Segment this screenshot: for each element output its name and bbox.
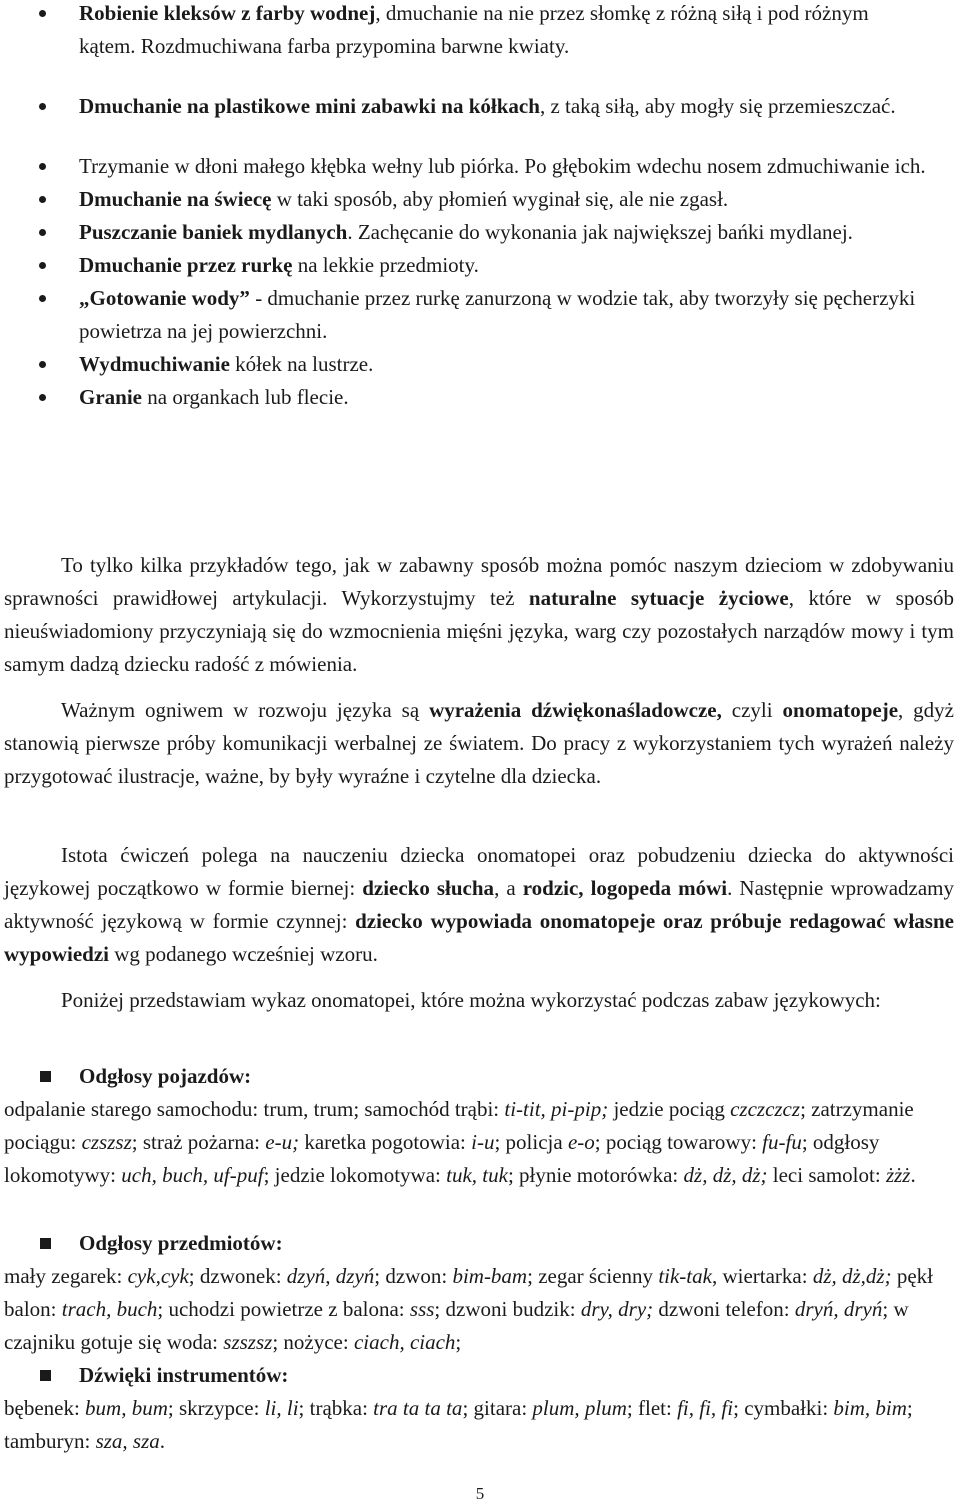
item-bold: Dmuchanie na świecę — [79, 187, 272, 211]
description-text: ; jedzie lokomotywa: — [263, 1163, 447, 1187]
page-number: 5 — [475, 1484, 485, 1503]
onomatopoeia-text: tra ta ta ta — [373, 1396, 463, 1420]
item-bold: Puszczanie baniek mydlanych — [79, 220, 348, 244]
paragraph-onomatopoeia — [4, 694, 954, 793]
description-text: ; policja — [494, 1130, 568, 1154]
onomatopoeia-text: plum, plum — [532, 1396, 627, 1420]
description-text: . — [910, 1163, 916, 1187]
square-bullet-icon — [40, 1238, 51, 1249]
description-text: ; zegar ścienny — [527, 1264, 659, 1288]
onomatopoeia-text: żżż — [885, 1163, 911, 1187]
onomatopoeia-text: bim-bam — [452, 1264, 528, 1288]
bullet-icon — [39, 163, 46, 170]
description-text: pękł balon: — [4, 1264, 933, 1321]
onomatopoeia-text: sss — [409, 1297, 435, 1321]
bullet-icon — [39, 229, 46, 236]
description-text: ; flet: — [626, 1396, 678, 1420]
description-text: ; — [455, 1330, 462, 1354]
description-text: ; uchodzi powietrze z balona: — [157, 1297, 410, 1321]
description-text: pociąg towarowy: — [600, 1130, 763, 1154]
para-bold: onomatopeje — [782, 698, 899, 722]
paragraph-intro-list: Poniżej przedstawiam wykaz onomatopei, które można wykorzystać podczas zabaw językowych: — [61, 988, 881, 1012]
description-text: odpalanie starego samochodu: trum, trum; samochód trąbi: — [4, 1097, 505, 1121]
item-bold: Robienie kleksów z farby wodnej — [79, 1, 376, 25]
section-heading-label: Odgłosy przedmiotów: — [79, 1231, 283, 1255]
para-text: . Następnie wprowadzamy aktywność językową w formie czynnej: — [4, 876, 955, 933]
list-item — [0, 381, 960, 414]
para-bold: wyrażenia dźwiękonaśladowcze, — [429, 698, 722, 722]
onomatopoeia-text: czczczcz — [730, 1097, 801, 1121]
description-text: ; nożyce: — [272, 1330, 354, 1354]
para-bold: naturalne sytuacje życiowe — [528, 586, 789, 610]
description-text: ; straż pożarna: — [131, 1130, 266, 1154]
square-bullet-icon — [40, 1370, 51, 1381]
item-bold: „Gotowanie wody” — [79, 286, 250, 310]
bullet-icon — [39, 103, 46, 110]
onomatopoeia-text: tik-tak — [658, 1264, 712, 1288]
onomatopoeia-text: czszsz — [81, 1130, 132, 1154]
square-bullet-icon — [40, 1071, 51, 1082]
paragraph-exercises — [4, 839, 954, 971]
bullet-icon — [39, 361, 46, 368]
exercise-list — [0, 0, 960, 414]
description-text: ; gitara: — [462, 1396, 533, 1420]
onomatopoeia-text: cyk,cyk — [127, 1264, 189, 1288]
description-text: mały zegarek: — [4, 1264, 128, 1288]
para-text: , które w sposób nieuświadomiony przyczyniają się do wzmocnienia mięśni języka, warg czy pozostałych narządów mowy i tym samym dadzą dziecku radość z mówienia. — [4, 586, 955, 676]
para-text: czyli — [721, 698, 783, 722]
list-item — [0, 150, 960, 183]
description-text: ; skrzypce: — [167, 1396, 265, 1420]
onomatopoeia-text: szszsz — [223, 1330, 273, 1354]
item-bold: Granie — [79, 385, 142, 409]
list-item — [0, 183, 960, 216]
item-text: , z taką siłą, aby mogły się przemieszczać. — [539, 94, 896, 118]
para-text: , gdyż stanowią pierwsze próby komunikacji werbalnej ze światem. Do pracy z wykorzystaniem tych wyrażeń należy przygotować ilustracje, ważne, by były wyraźne i czytelne dla dziecka. — [4, 698, 955, 788]
onomatopoeia-text: sza, sza — [95, 1429, 160, 1453]
description-text: jedzie pociąg — [608, 1097, 731, 1121]
description-text: leci samolot: — [767, 1163, 886, 1187]
list-item — [0, 216, 960, 249]
onomatopoeia-text: ti-tit, pi-pip; — [504, 1097, 609, 1121]
onomatopoeia-text: li, li — [264, 1396, 299, 1420]
onomatopoeia-text: dry, dry; — [580, 1297, 654, 1321]
para-text: Istota ćwiczeń polega na nauczeniu dziecka onomatopei oraz pobudzeniu dziecka do aktywności językowej początkowo w formie biernej: — [4, 843, 954, 900]
para-text: , a — [494, 876, 523, 900]
onomatopoeia-text: dż, dż,dż; — [812, 1264, 892, 1288]
description-text: bębenek: — [4, 1396, 86, 1420]
description-text: ; odgłosy lokomotywy: — [4, 1130, 880, 1187]
item-bold: Dmuchanie przez rurkę — [79, 253, 293, 277]
item-text: Trzymanie w dłoni małego kłębka wełny lub piórka. Po głębokim wdechu nosem zdmuchiwanie ich. — [79, 154, 926, 178]
para-bold: dziecko słucha — [362, 876, 495, 900]
para-bold: dziecko wypowiada onomatopeje oraz próbuje redagować własne wypowiedzi — [4, 909, 954, 966]
list-item — [0, 249, 960, 282]
paragraph-articulation — [4, 549, 954, 681]
onomatopoeia-text: dż, dż, dż; — [683, 1163, 768, 1187]
item-bold: Dmuchanie na plastikowe mini zabawki na kółkach — [79, 94, 540, 118]
section-body-vehicles — [4, 1093, 954, 1192]
section-body-objects — [4, 1260, 954, 1359]
description-text: ; w czajniku gotuje się woda: — [4, 1297, 909, 1354]
item-text: kółek na lustrze. — [229, 352, 374, 376]
para-text: Ważnym ogniwem w rozwoju języka są — [61, 698, 430, 722]
onomatopoeia-text: fu-fu — [762, 1130, 802, 1154]
item-text: na organkach lub flecie. — [142, 385, 349, 409]
description-text: ; tamburyn: — [4, 1396, 913, 1453]
description-text: ; trąbka: — [298, 1396, 374, 1420]
description-text: cymbałki: — [738, 1396, 834, 1420]
onomatopoeia-text: bim, bim — [833, 1396, 907, 1420]
list-item — [0, 282, 960, 348]
para-text: To tylko kilka przykładów tego, jak w zabawny sposób można pomóc naszym dzieciom w zdobywaniu sprawności prawidłowej artykulacji. Wykorzystujmy też — [4, 553, 954, 610]
description-text: dzwoni telefon: — [653, 1297, 795, 1321]
item-text: . Zachęcanie do wykonania jak największej bańki mydlanej. — [347, 220, 853, 244]
section-body-instruments — [4, 1392, 954, 1458]
onomatopoeia-text: e-o — [567, 1130, 595, 1154]
item-bold: Wydmuchiwanie — [79, 352, 230, 376]
bullet-icon — [39, 196, 46, 203]
onomatopoeia-text: e-u; — [265, 1130, 300, 1154]
bullet-icon — [39, 394, 46, 401]
onomatopoeia-text: dzyń, dzyń — [286, 1264, 375, 1288]
description-text: wiertarka: — [717, 1264, 813, 1288]
onomatopoeia-text: uch, buch, uf-puf — [121, 1163, 264, 1187]
description-text: ; dzwon: — [374, 1264, 453, 1288]
section-heading-label: Odgłosy pojazdów: — [79, 1064, 252, 1088]
description-text: . — [159, 1429, 166, 1453]
list-item — [0, 348, 960, 381]
onomatopoeia-text: tuk, tuk — [446, 1163, 508, 1187]
description-text: ; dzwoni budzik: — [434, 1297, 576, 1321]
onomatopoeia-text: ciach, ciach — [353, 1330, 456, 1354]
description-text: ; — [733, 1396, 739, 1420]
item-text: - dmuchanie przez rurkę zanurzoną w wodzie tak, aby tworzyły się pęcherzyki powietrza na jej powierzchni. — [79, 286, 916, 343]
onomatopoeia-text: bum, bum — [85, 1396, 168, 1420]
list-item — [0, 90, 960, 123]
item-text: w taki sposób, aby płomień wyginał się, ale nie zgasł. — [271, 187, 729, 211]
list-item — [0, 0, 960, 63]
para-bold: rodzic, logopeda mówi — [522, 876, 728, 900]
description-text: ; — [507, 1163, 514, 1187]
item-text: , dmuchanie na nie przez słomkę z różną siłą i pod różnym kątem. Rozdmuchiwana farba przypomina barwne kwiaty. — [79, 1, 869, 58]
description-text: , — [711, 1264, 718, 1288]
description-text: karetka pogotowia: — [299, 1130, 472, 1154]
section-heading-label: Dźwięki instrumentów: — [79, 1363, 289, 1387]
onomatopoeia-text: fi, fi, fi — [677, 1396, 734, 1420]
onomatopoeia-text: dryń, dryń — [794, 1297, 883, 1321]
bullet-icon — [39, 262, 46, 269]
para-text: wg podanego wcześniej wzoru. — [109, 942, 378, 966]
onomatopoeia-text: trach, buch — [61, 1297, 158, 1321]
description-text: ; dzwonek: — [188, 1264, 287, 1288]
item-text: na lekkie przedmioty. — [292, 253, 479, 277]
bullet-icon — [39, 295, 46, 302]
description-text: ; — [594, 1130, 601, 1154]
bullet-icon — [39, 10, 46, 17]
onomatopoeia-text: i-u — [471, 1130, 495, 1154]
description-text: ; zatrzymanie pociągu: — [4, 1097, 914, 1154]
description-text: płynie motorówka: — [513, 1163, 684, 1187]
